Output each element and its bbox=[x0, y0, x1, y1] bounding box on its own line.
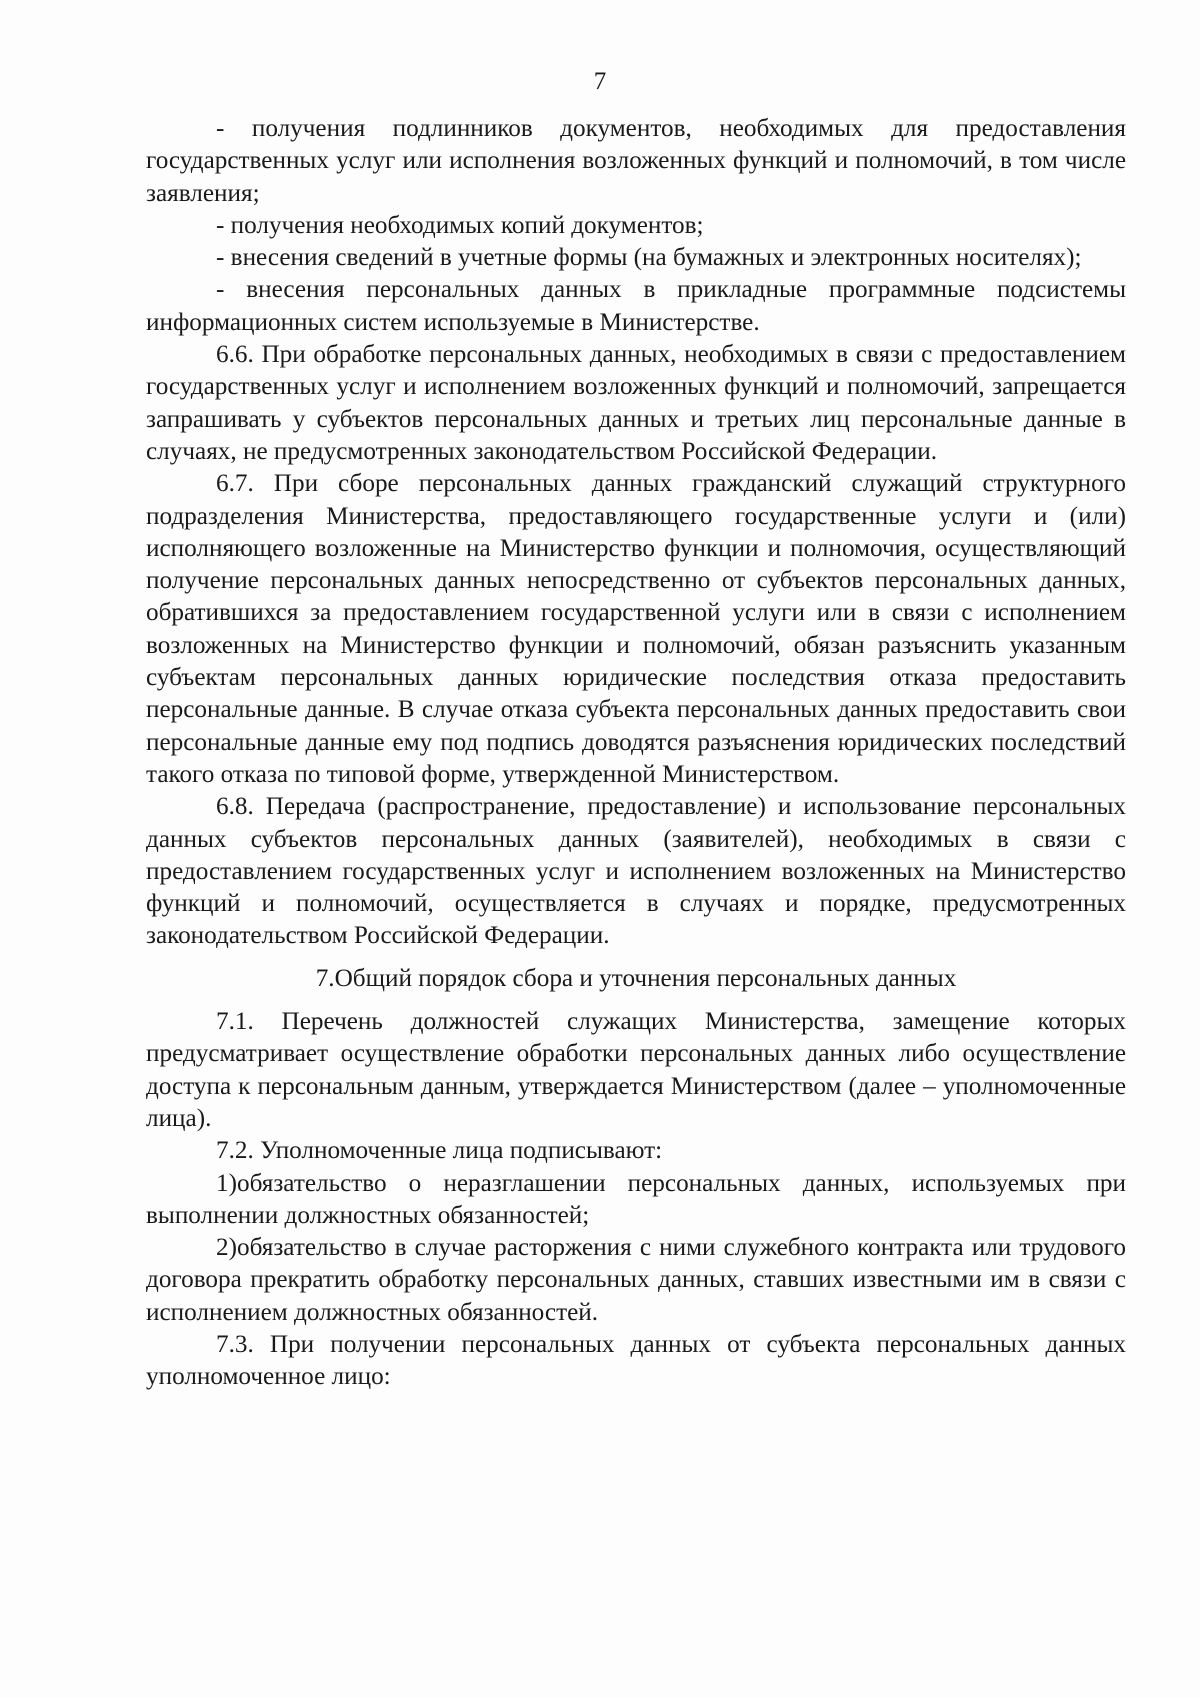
clause-7-1: 7.1. Перечень должностей служащих Министерства, замещение которых предусматривает осуществление обработки персональных данных либо осуществление доступа к персональным данным, утверждается Министерством (далее – уполномоченные лица). bbox=[146, 1008, 1126, 1132]
clause-7-2-item-1: 1)обязательство о неразглашении персональных данных, используемых при выполнении должностных обязанностей; bbox=[146, 1169, 1126, 1229]
list-item-originals: - получения подлинников документов, необходимых для предоставления государственных услуг или исполнения возложенных функций и полномочий, в том числе заявления; bbox=[146, 115, 1126, 207]
section-heading: 7.Общий порядок сбора и уточнения персональных данных bbox=[315, 964, 957, 992]
clause-6-6: 6.6. При обработке персональных данных, необходимых в связи с предоставлением государственных услуг и исполнением возложенных функций и полномочий, запрещается запрашивать у субъектов персональных данных и третьих лиц персональные данные в случаях, не предусмотренных законодательством Российской Федерации. bbox=[146, 341, 1126, 465]
page-number: 7 bbox=[593, 68, 607, 95]
clause-7-2-item-2: 2)обязательство в случае расторжения с ними служебного контракта или трудового договора прекратить обработку персональных данных, ставших известными им в связи с исполнением должностных обязанностей. bbox=[146, 1234, 1126, 1326]
list-item-copies: - получения необходимых копий документов; bbox=[216, 211, 704, 239]
clause-7-3: 7.3. При получении персональных данных от субъекта персональных данных уполномоченное лицо: bbox=[146, 1330, 1126, 1391]
list-item-forms: - внесения сведений в учетные формы (на бумажных и электронных носителях); bbox=[216, 244, 1082, 272]
list-item-subsystems: - внесения персональных данных в прикладные программные подсистемы информационных систем используемые в Министерстве. bbox=[146, 276, 1126, 336]
clause-7-2: 7.2. Уполномоченные лица подписывают: bbox=[216, 1137, 663, 1165]
document-body bbox=[146, 113, 1126, 1394]
clause-6-8: 6.8. Передача (распространение, предоставление) и использование персональных данных субъектов персональных данных (заявителей), необходимых в связи с предоставлением государственных услуг и исполнением возложенных на Министерство функций и полномочий, осуществляется в случаях и порядке, предусмотренных законодательством Российской Федерации. bbox=[146, 793, 1126, 950]
clause-6-7: 6.7. При сборе персональных данных гражданский служащий структурного подразделения Министерства, предоставляющего государственные услуги и (или) исполняющего возложенные на Министерство функции и полномочия, осуществляющий получение персональных данных непосредственно от субъектов персональных данных, обратившихся за предоставлением государственной услуги или в связи с исполнением возложенных на Министерство функции и полномочий, обязан разъяснить указанным субъектам персональных данных юридические последствия отказа предоставить персональные данные. В случае отказа субъекта персональных данных предоставить свои персональные данные ему под подпись доводятся разъяснения юридических последствий такого отказа по типовой форме, утвержденной Министерством. bbox=[146, 470, 1126, 788]
